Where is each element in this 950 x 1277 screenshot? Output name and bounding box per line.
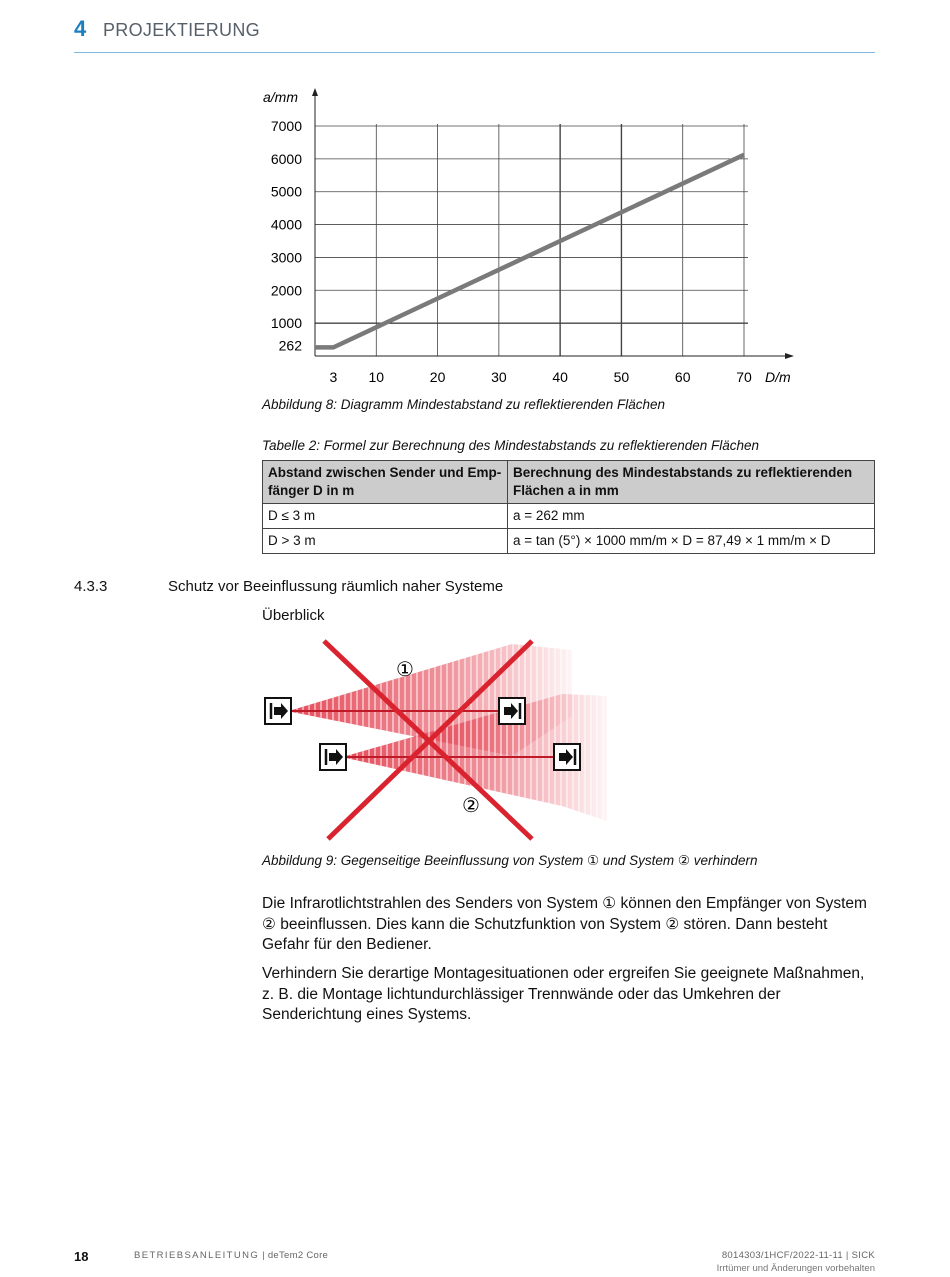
table-header-calculation: Berechnung des Mindestabstands zu reflektierenden Flächen a in mm — [508, 461, 875, 504]
series-line — [315, 155, 744, 348]
y-axis-arrow — [312, 88, 318, 96]
table-cell: D ≤ 3 m — [263, 504, 508, 529]
x-axis-label: D/m — [765, 369, 791, 385]
interference-illustration — [262, 636, 612, 844]
chart-grid — [315, 124, 748, 356]
page-number: 18 — [74, 1249, 89, 1264]
footer-document-code: 8014303/1HCF/2022-11-11 | SICK — [721, 1250, 875, 1261]
system-1-label: ① — [396, 657, 414, 681]
receiver-icon-system-2 — [554, 744, 580, 770]
y-tick-label: 6000 — [270, 150, 302, 167]
table-header-distance: Abstand zwischen Sender und Emp-fänger D in m — [263, 461, 508, 504]
x-tick-label: 30 — [491, 369, 507, 385]
body-paragraph: Die Infrarotlichtstrahlen des Senders von System ① können den Empfänger von System ② beeinflussen. Dies kann die Schutzfunktion von System ② stören. Dann besteht Gefahr für den Bediener. — [262, 895, 867, 953]
y-axis-label: a/mm — [263, 89, 298, 105]
figure-8-caption: Abbildung 8: Diagramm Mindestabstand zu reflektierenden Flächen — [262, 397, 665, 412]
footer-separator: | — [259, 1250, 268, 1261]
section-number: 4.3.3 — [74, 578, 108, 595]
sender-icon-system-1 — [265, 698, 291, 724]
x-tick-label: 20 — [429, 369, 446, 385]
distance-chart — [255, 82, 815, 392]
sender-icon-system-2 — [320, 744, 346, 770]
table-cell: D > 3 m — [263, 529, 508, 554]
footer-disclaimer: Irrtümer und Änderungen vorbehalten — [716, 1263, 875, 1274]
chapter-title: PROJEKTIERUNG — [103, 20, 260, 40]
table-cell: a = 262 mm — [508, 504, 875, 529]
y-tick-label: 3000 — [270, 249, 302, 266]
chapter-number: 4 — [74, 16, 87, 41]
y-tick-label: 2000 — [270, 282, 302, 299]
x-tick-label: 40 — [552, 369, 568, 385]
table-row — [263, 529, 875, 554]
table-2-caption: Tabelle 2: Formel zur Berechnung des Mindestabstands zu reflektierenden Flächen — [262, 438, 760, 453]
x-tick-label: 50 — [613, 369, 630, 385]
x-tick-labels — [329, 369, 752, 385]
table-row — [263, 504, 875, 529]
y-tick-label: 4000 — [270, 216, 302, 233]
chart-axes — [312, 88, 794, 359]
figure-9-caption: Abbildung 9: Gegenseitige Beeinflussung von System ① und System ② verhindern — [262, 853, 758, 868]
system-2-label: ② — [462, 793, 480, 817]
x-tick-label: 60 — [674, 369, 691, 385]
x-tick-label: 70 — [736, 369, 752, 385]
footer-document — [134, 1250, 328, 1261]
body-paragraph: Verhindern Sie derartige Montagesituationen oder ergreifen Sie geeignete Maßnahmen, z. B. die Montage lichtundurchlässiger Trennwände oder das Umkehren der Senderichtung eines Systems. — [262, 965, 865, 1023]
receiver-icon-system-1 — [499, 698, 525, 724]
footer-product: deTem2 Core — [267, 1250, 329, 1261]
y-tick-label: 262 — [278, 337, 302, 354]
x-tick-label: 3 — [329, 369, 338, 385]
y-tick-label: 1000 — [270, 315, 302, 332]
footer-doc-type: BETRIEBSANLEITUNG — [134, 1250, 260, 1261]
section-title: Schutz vor Beeinflussung räumlich naher Systeme — [168, 578, 504, 595]
y-tick-labels — [271, 118, 302, 353]
y-tick-label: 5000 — [270, 183, 302, 200]
subheading: Überblick — [262, 607, 325, 624]
header-divider — [74, 52, 875, 53]
formula-table — [262, 460, 875, 554]
table-header-row — [263, 461, 875, 504]
y-tick-label: 7000 — [270, 118, 302, 134]
x-axis-arrow — [785, 353, 794, 359]
x-tick-label: 10 — [368, 369, 385, 385]
table-cell: a = tan (5°) × 1000 mm/m × D = 87,49 × 1 mm/m × D — [508, 529, 875, 554]
